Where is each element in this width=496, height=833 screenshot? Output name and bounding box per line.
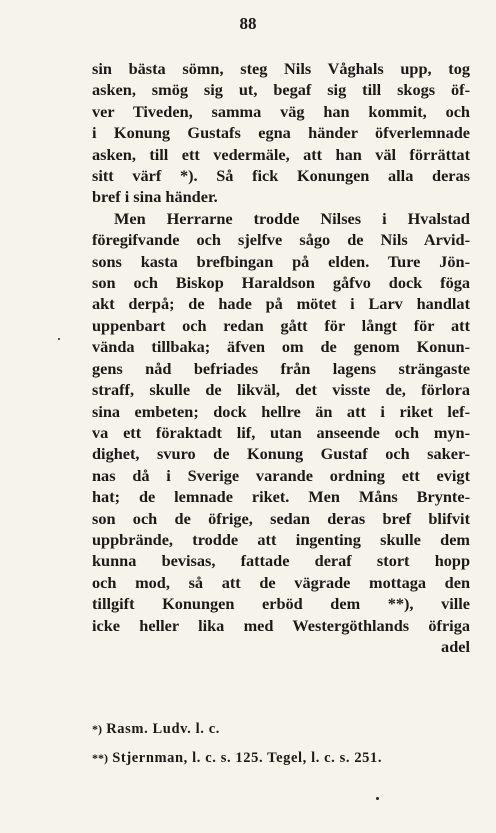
text-line: va ett föraktadt lif, utan anseende och myn- [92,422,470,442]
body-text [92,58,470,657]
text-line: Men Herrarne trodde Nilses i Hvalstad [114,208,470,228]
text-line: icke heller lika med Westergöthlands öfriga [92,615,470,635]
ink-speck [376,797,379,800]
text-line: bref i sina händer. [92,187,218,207]
text-line: gens nåd befriades från lagens strängaste [92,358,470,378]
text-line: ver Tiveden, samma väg han kommit, och [92,101,470,121]
paragraph-2 [92,208,470,658]
footnote-text: Rasm. Ludv. l. c. [106,721,220,737]
text-line: hat; de lemnade riket. Men Måns Brynte- [92,487,470,507]
text-line: föregifvande och sjelfve sågo de Nils Arvid- [92,230,470,250]
text-line: son och de öfrige, sedan deras bref blifvit [92,508,470,528]
text-line: och mod, så att de vägrade mottaga den [92,572,470,592]
text-line: tillgift Konungen erböd dem **), ville [92,594,470,614]
text-line: akt derpå; de hade på mötet i Larv handlat [92,294,470,314]
text-line: asken, smög sig ut, begaf sig till skogs öf- [92,80,470,100]
footnotes [92,715,472,773]
paragraph-1 [92,58,470,208]
text-line: kunna bevisas, fattade deraf stort hopp [92,551,470,571]
footnote-2 [92,744,472,773]
text-line: uppenbart och redan gått för långt för att [92,315,470,335]
text-line: asken, till ett vedermäle, att han väl förrättat [92,144,470,164]
text-line: dighet, svuro de Konung Gustaf och saker- [92,444,470,464]
footnote-mark: *) [92,722,102,736]
text-line: vända tillbaka; äfven om de genom Konun- [92,337,470,357]
text-line: sitt värf *). Så fick Konungen alla deras [92,166,470,186]
text-line: son och Biskop Haraldson gåfvo dock föga [92,273,470,293]
footnote-mark: **) [92,751,108,765]
text-line: i Konung Gustafs egna händer öfverlemnade [92,123,470,143]
text-line: uppbrände, trodde att ingenting skulle dem [92,529,470,549]
page-number: 88 [239,14,257,33]
text-line: sina embeten; dock hellre än att i riket lef- [92,401,470,421]
text-line: nas då i Sverige varande ordning ett evigt [92,465,470,485]
text-line: straff, skulle de likväl, det visste de, förlora [92,380,470,400]
text-line: sin bästa sömn, steg Nils Våghals upp, tog [92,59,470,78]
footnote-text: Stjernman, l. c. s. 125. Tegel, l. c. s. 251. [112,750,383,766]
text-line: sons kasta brefbingan på elden. Ture Jön- [92,251,470,271]
ink-speck [58,338,60,340]
footnote-1 [92,715,472,744]
catchword: adel [441,636,470,656]
